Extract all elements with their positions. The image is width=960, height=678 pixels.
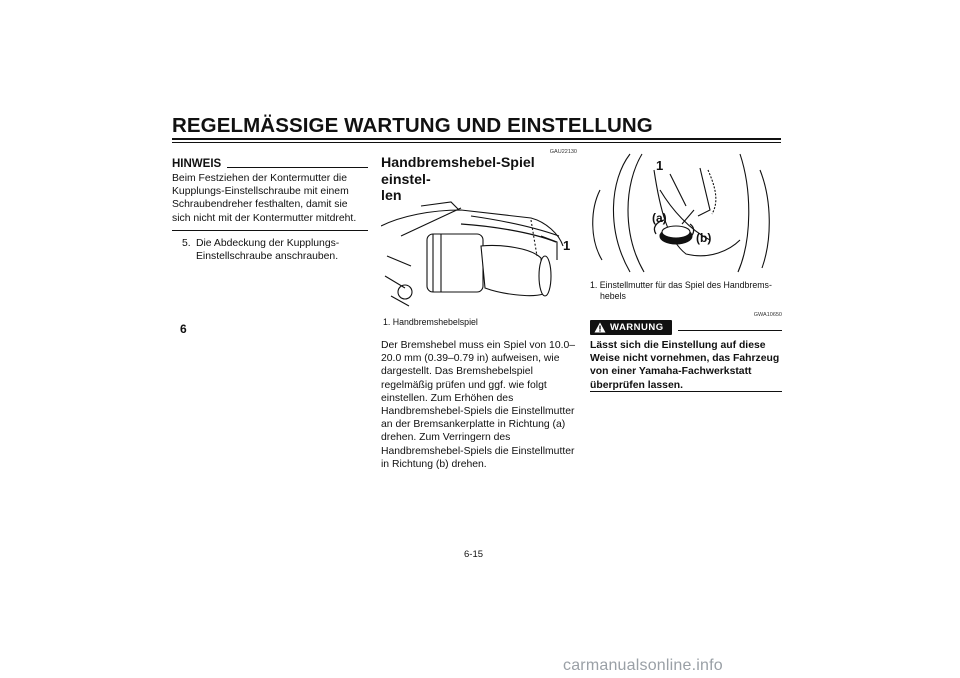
warning-triangle-icon bbox=[594, 322, 606, 333]
warning-header bbox=[590, 320, 782, 335]
page-number: 6-15 bbox=[464, 549, 484, 560]
chapter-number: 6 bbox=[180, 322, 187, 336]
warning-badge bbox=[590, 320, 672, 335]
step-number: 5. bbox=[182, 237, 191, 249]
title-rule-thin bbox=[172, 142, 781, 143]
warning-header-rule bbox=[678, 330, 782, 331]
warning-code: GWA10650 bbox=[753, 312, 782, 318]
warning-text: Lässt sich die Einstellung auf diese Weise nicht vornehmen, das Fahrzeug von einer Yamaha-Fachwerkstatt überprüfen lassen. bbox=[590, 340, 780, 391]
warning-end-rule bbox=[590, 391, 782, 392]
step-text: Die Abdeckung der Kupplungs-Einstellschraube anschrauben. bbox=[196, 237, 340, 263]
warning-label: WARNUNG bbox=[610, 322, 664, 333]
figure2-caption-line2: hebels bbox=[600, 291, 626, 301]
section-code: GAU22130 bbox=[549, 149, 577, 155]
figure2-label-a: (a) bbox=[652, 211, 667, 225]
figure2-caption-line1: 1. Einstellmutter für das Spiel des Handbrems- bbox=[590, 280, 772, 290]
section-title-line2: len bbox=[381, 188, 402, 204]
brake-lever-illustration bbox=[381, 196, 577, 310]
column-left bbox=[172, 158, 368, 263]
figure2-caption bbox=[590, 280, 782, 302]
section-title-line1: Handbremshebel-Spiel einstel- bbox=[381, 155, 535, 188]
title-rule-thick bbox=[172, 138, 781, 140]
list-item bbox=[172, 237, 368, 263]
hinweis-end-rule bbox=[172, 230, 368, 231]
watermark: carmanualsonline.info bbox=[563, 657, 723, 674]
hinweis-heading-rule bbox=[227, 167, 368, 168]
hinweis-heading-text: HINWEIS bbox=[172, 158, 222, 170]
hinweis-heading bbox=[172, 158, 368, 170]
figure2-label-b: (b) bbox=[696, 231, 712, 245]
hinweis-text: Beim Festziehen der Kontermutter die Kupplungs-Einstellschraube mit einem Schraubendreher festhalten, damit sie sich nicht mit der Kontermutter mitdreht. bbox=[172, 173, 357, 224]
figure1-caption: 1. Handbremshebelspiel bbox=[383, 317, 478, 327]
figure1-callout: 1 bbox=[563, 238, 571, 253]
figure2-callout: 1 bbox=[656, 158, 664, 173]
brake-panel-illustration bbox=[590, 150, 781, 280]
section-body: Der Bremshebel muss ein Spiel von 10.0–20.0 mm (0.39–0.79 in) aufweisen, wie dargestellt. Das Bremshebelspiel regelmäßig prüfen und ggf. wie folgt einstellen. Zum Erhöhen des Handbremshebel-Spiels die Einstellmutter an der Bremsankerplatte in Richtung (a) drehen. Zum Verringern des Handbremshebel-Spiels die Einstellmutter in Richtung (b) drehen. bbox=[381, 340, 576, 470]
page-title: REGELMÄSSIGE WARTUNG UND EINSTELLUNG bbox=[172, 114, 653, 137]
